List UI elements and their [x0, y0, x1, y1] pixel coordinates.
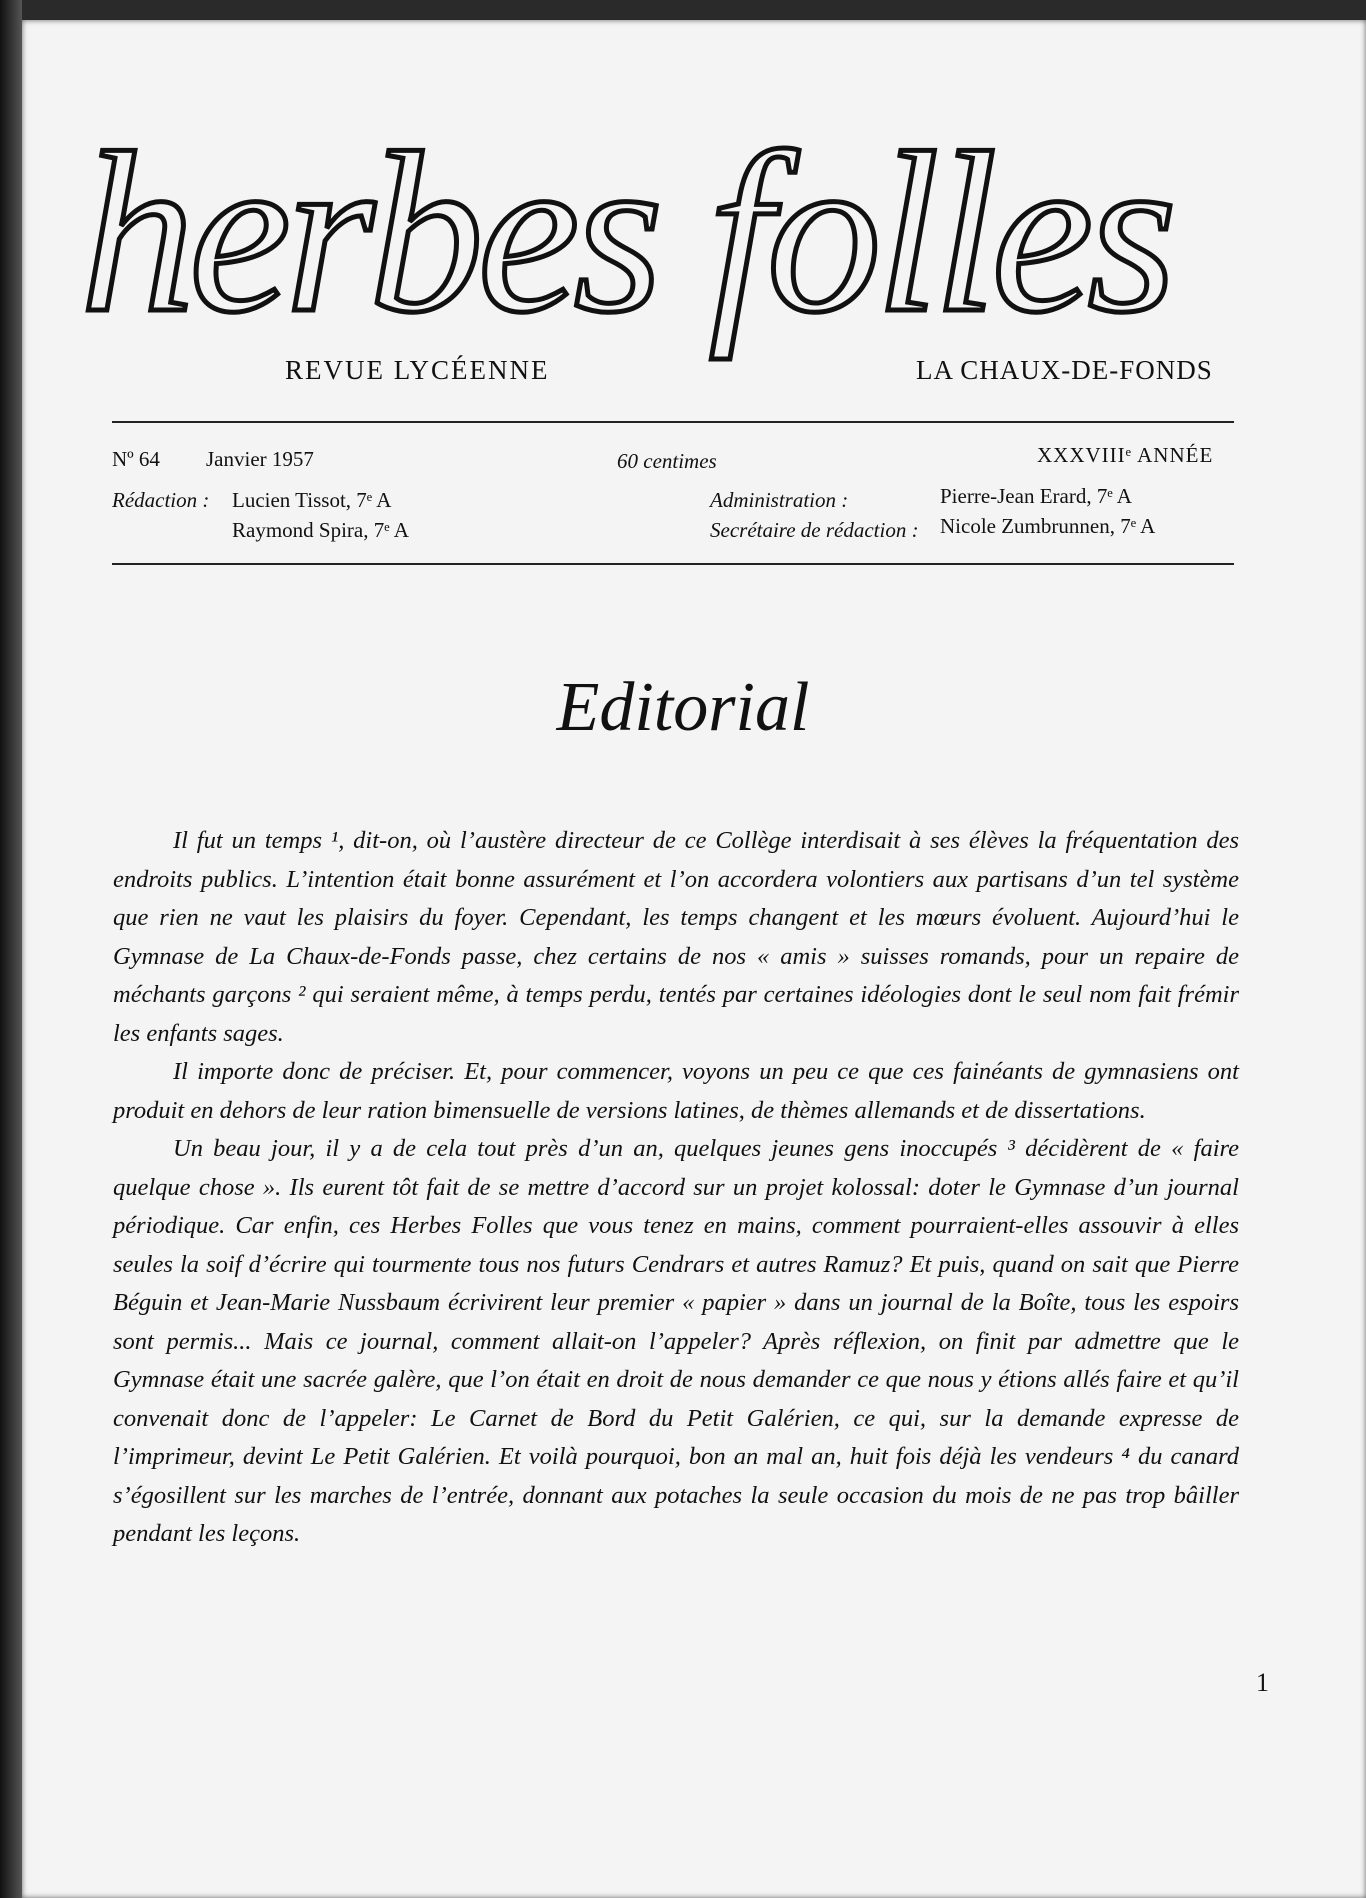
article-title: Editorial	[556, 669, 810, 746]
administration-label: Administration :	[710, 488, 849, 512]
issue-year: XXXVIIIᵉ ANNÉE	[1037, 443, 1214, 467]
issue-price: 60 centimes	[617, 449, 717, 473]
issue-date: Janvier 1957	[206, 447, 314, 471]
masthead-subtitle-left: REVUE LYCÉENNE	[285, 355, 550, 385]
article-paragraph: Un beau jour, il y a de cela tout près d’un an, quelques jeunes gens inoccupés ³ décidèrent de « faire quelque chose ». Ils eurent tôt fait de se mettre d’accord sur un projet kolossal: doter le Gymnase d’un journal périodique. Car enfin, ces Herbes Folles que vous tenez en mains, comment pourraient-elles assouvir à elles seules la soif d’écrire qui tourmente tous nos futurs Cendrars et autres Ramuz? Et puis, quand on sait que Pierre Béguin et Jean-Marie Nussbaum écrivirent leur premier « papier » dans un journal de la Boîte, tous les espoirs sont permis... Mais ce journal, comment allait-on l’appeler? Après réflexion, on finit par admettre que le Gymnase était une sacrée galère, que l’on était en droit de nous demander ce que nous y étions allés faire et qu’il convenait donc de l’appeler: Le Carnet de Bord du Petit Galérien, ce qui, sur la demande expresse de l’imprimeur, devint Le Petit Galérien. Et voilà pourquoi, bon an mal an, huit fois déjà les vendeurs ⁴ du canard s’égosillent sur les marches de l’entrée, donnant aux potaches la seule occasion du mois de ne pas trop bâiller pendant les leçons.	[113, 1135, 1239, 1547]
article-body	[113, 822, 1239, 1554]
redaction-name-2: Raymond Spira, 7ᵉ A	[232, 518, 409, 542]
header-rule-top	[112, 421, 1234, 423]
binding-spine	[0, 0, 22, 1898]
secretary-name: Nicole Zumbrunnen, 7ᵉ A	[940, 514, 1156, 538]
redaction-label: Rédaction :	[112, 488, 210, 512]
administration-name: Pierre-Jean Erard, 7ᵉ A	[940, 484, 1132, 508]
article-paragraph: Il importe donc de préciser. Et, pour commencer, voyons un peu ce que ces fainéants de gymnasiens ont produit en dehors de leur ration bimensuelle de versions latines, de thèmes allemands et de dissertations.	[113, 1058, 1239, 1124]
article-paragraph: Il fut un temps ¹, dit-on, où l’austère directeur de ce Collège interdisait à ses élèves la fréquentation des endroits publics. L’intention était bonne assurément et l’on accordera volontiers aux partisans d’un tel système que rien ne vaut les plaisirs du foyer. Cependant, les temps changent et les mœurs évoluent. Aujourd’hui le Gymnase de La Chaux-de-Fonds passe, chez certains de nos « amis » suisses romands, pour un repaire de méchants garçons ² qui seraient même, à temps perdu, tentés par certaines idéologies dont le seul nom fait frémir les enfants sages.	[113, 827, 1239, 1047]
redaction-name-1: Lucien Tissot, 7ᵉ A	[232, 488, 392, 512]
masthead-title-text: herbes folles	[80, 110, 1171, 360]
secretary-label: Secrétaire de rédaction :	[710, 518, 919, 542]
issue-number: Nº 64	[112, 447, 160, 471]
header-rule-bottom	[112, 563, 1234, 565]
masthead-subtitle-right: LA CHAUX-DE-FONDS	[916, 355, 1213, 385]
page-number: 1	[1256, 1668, 1269, 1697]
